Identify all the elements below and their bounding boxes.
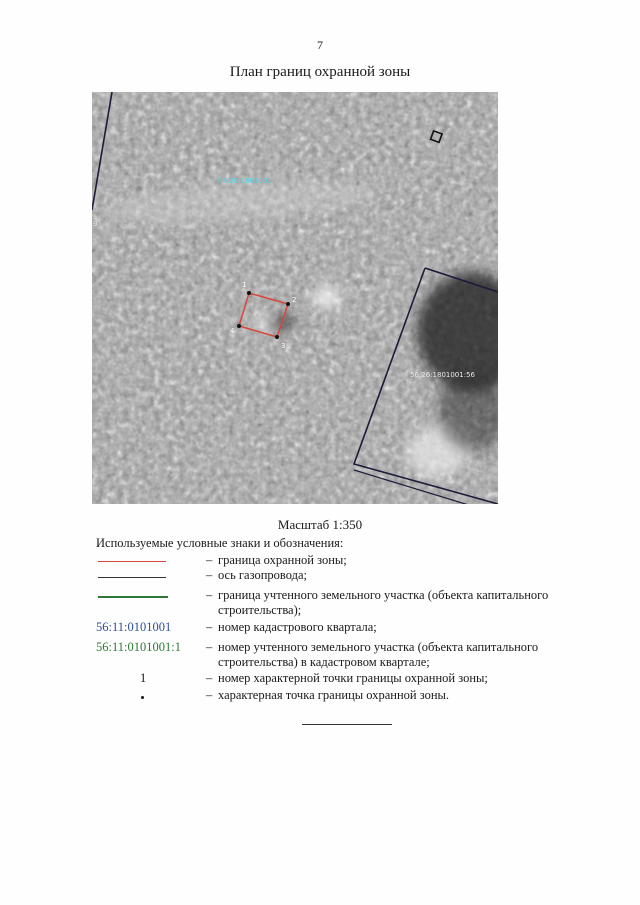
boundary-point-2 <box>286 302 290 306</box>
quarter-number-label: 56:26:1801001 <box>218 177 272 185</box>
scale-label: Масштаб 1:350 <box>277 517 363 532</box>
boundary-point-1 <box>247 291 251 295</box>
legend-text: номер характерной точки границы охранной зоны; <box>218 671 488 685</box>
legend-symbol-point-number: 1 <box>140 671 147 685</box>
boundary-point-4 <box>237 324 241 328</box>
point-label-2: 2 <box>292 296 297 304</box>
legend-text: характерная точка границы охранной зоны. <box>218 688 450 702</box>
legend-text: номер учтенного земельного участка (объекта капитального строительства) в кадастровом квартале; <box>218 640 539 669</box>
legend-dash: – <box>206 688 213 702</box>
legend-dash: – <box>206 620 213 634</box>
legend-text: ось газопровода; <box>218 568 308 582</box>
legend-title: Используемые условные знаки и обозначения: <box>96 536 344 550</box>
legend-text: номер кадастрового квартала; <box>218 620 377 634</box>
aerial-map[interactable] <box>92 92 498 504</box>
legend-symbol-black-line <box>98 577 166 578</box>
legend-dash: – <box>206 588 213 602</box>
parcel-number-label: 56:26:1801001:56 <box>410 371 475 379</box>
legend-dash: – <box>206 568 213 582</box>
legend-dash: – <box>206 671 213 685</box>
legend-dash: – <box>206 640 213 654</box>
point-label-3: 3 <box>281 342 286 350</box>
point-label-4: 4 <box>230 327 235 335</box>
legend-text: граница учтенного земельного участка (объекта капитального строительства); <box>218 588 549 617</box>
legend-text: граница охранной зоны; <box>218 553 347 567</box>
end-rule <box>302 724 392 725</box>
map-side-mark: 9 <box>93 220 98 228</box>
legend-symbol-point-dot <box>141 696 144 699</box>
boundary-point-3 <box>275 335 279 339</box>
legend-symbol-quarter-number: 56:11:0101001 <box>96 620 172 634</box>
plan-title: План границ охранной зоны <box>229 64 411 80</box>
legend-symbol-parcel-number: 56:11:0101001:1 <box>96 640 181 654</box>
legend-symbol-green-line <box>98 596 168 598</box>
point-label-1: 1 <box>242 281 247 289</box>
map-canvas <box>92 92 498 504</box>
page-number: 7 <box>317 38 323 52</box>
legend-symbol-red-line <box>98 561 166 562</box>
legend-dash: – <box>206 553 213 567</box>
